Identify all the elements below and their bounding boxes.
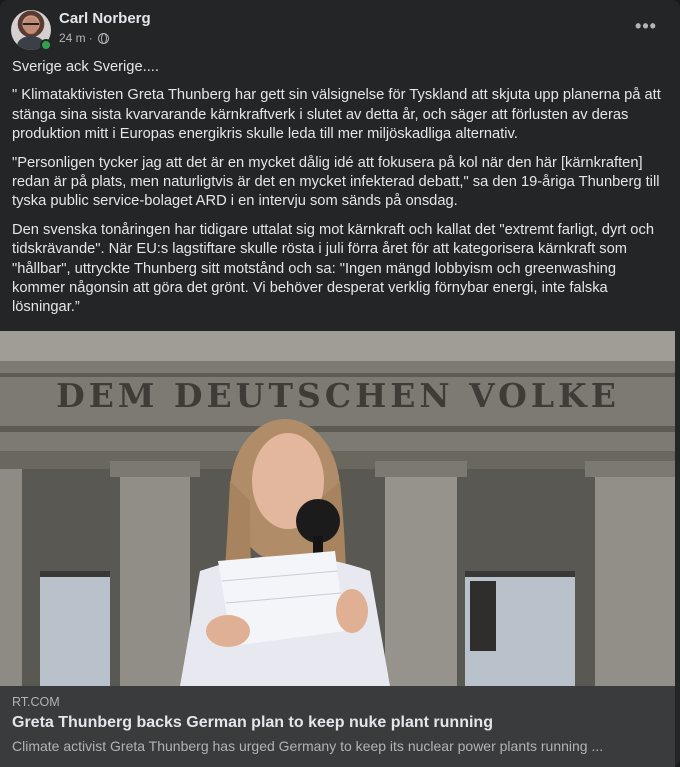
link-domain: RT.COM: [12, 695, 60, 709]
building-inscription: DEM DEUTSCHEN VOLKE: [56, 376, 620, 415]
post-paragraph: " Klimataktivisten Greta Thunberg har gett sin välsignelse för Tyskland att skjuta upp planerna på att stänga sina sista kvarvarande kärnkraftverk i slutet av detta år, och säger att förlusten av deras produktion mitt i Europas energikris skulle leda till mer miljöskadliga alternativ.: [12, 87, 661, 143]
link-headline[interactable]: Greta Thunberg backs German plan to keep nuke plant running: [12, 714, 493, 731]
meta-separator: ·: [88, 31, 93, 45]
globe-icon[interactable]: [98, 33, 109, 44]
post-text: [12, 58, 662, 327]
author-name[interactable]: Carl Norberg: [59, 10, 151, 27]
online-indicator: [40, 39, 52, 51]
more-options-icon[interactable]: •••: [635, 15, 657, 36]
post-paragraph: Den svenska tonåringen har tidigare uttalat sig mot kärnkraft och kallat det "extremt farligt, dyrt och tidskrävande". När EU:s lagstiftare skulle rösta i juli förra året för att kategorisera kärnkraft som "hållbar", uttryckte Thunberg sitt motstånd och sa: "Ingen mängd lobbyism och greenwashing kommer någonsin att göra det grönt. Vi behöver desperat verklig förnybar energi, inte falska lösningar.”: [12, 221, 654, 316]
post-header: [11, 10, 664, 50]
link-description: Climate activist Greta Thunberg has urged Germany to keep its nuclear power plants running ...: [12, 738, 604, 754]
post-paragraph: "Personligen tycker jag att det är en mycket dålig idé att fokusera på kol när den här [kärnkraften] redan är på plats, men naturligtvis är det en mycket infekterad debatt," sa den 19-åriga Thunberg till tyska public service-bolaget ARD i en intervju som sänds på onsdag.: [12, 154, 660, 210]
reichstag-photo: [0, 331, 675, 686]
post-time[interactable]: 24 m: [59, 31, 86, 45]
post-meta: [59, 31, 109, 46]
link-preview[interactable]: [0, 686, 675, 767]
link-preview-image[interactable]: [0, 331, 675, 686]
post-paragraph: Sverige ack Sverige....: [12, 59, 159, 75]
